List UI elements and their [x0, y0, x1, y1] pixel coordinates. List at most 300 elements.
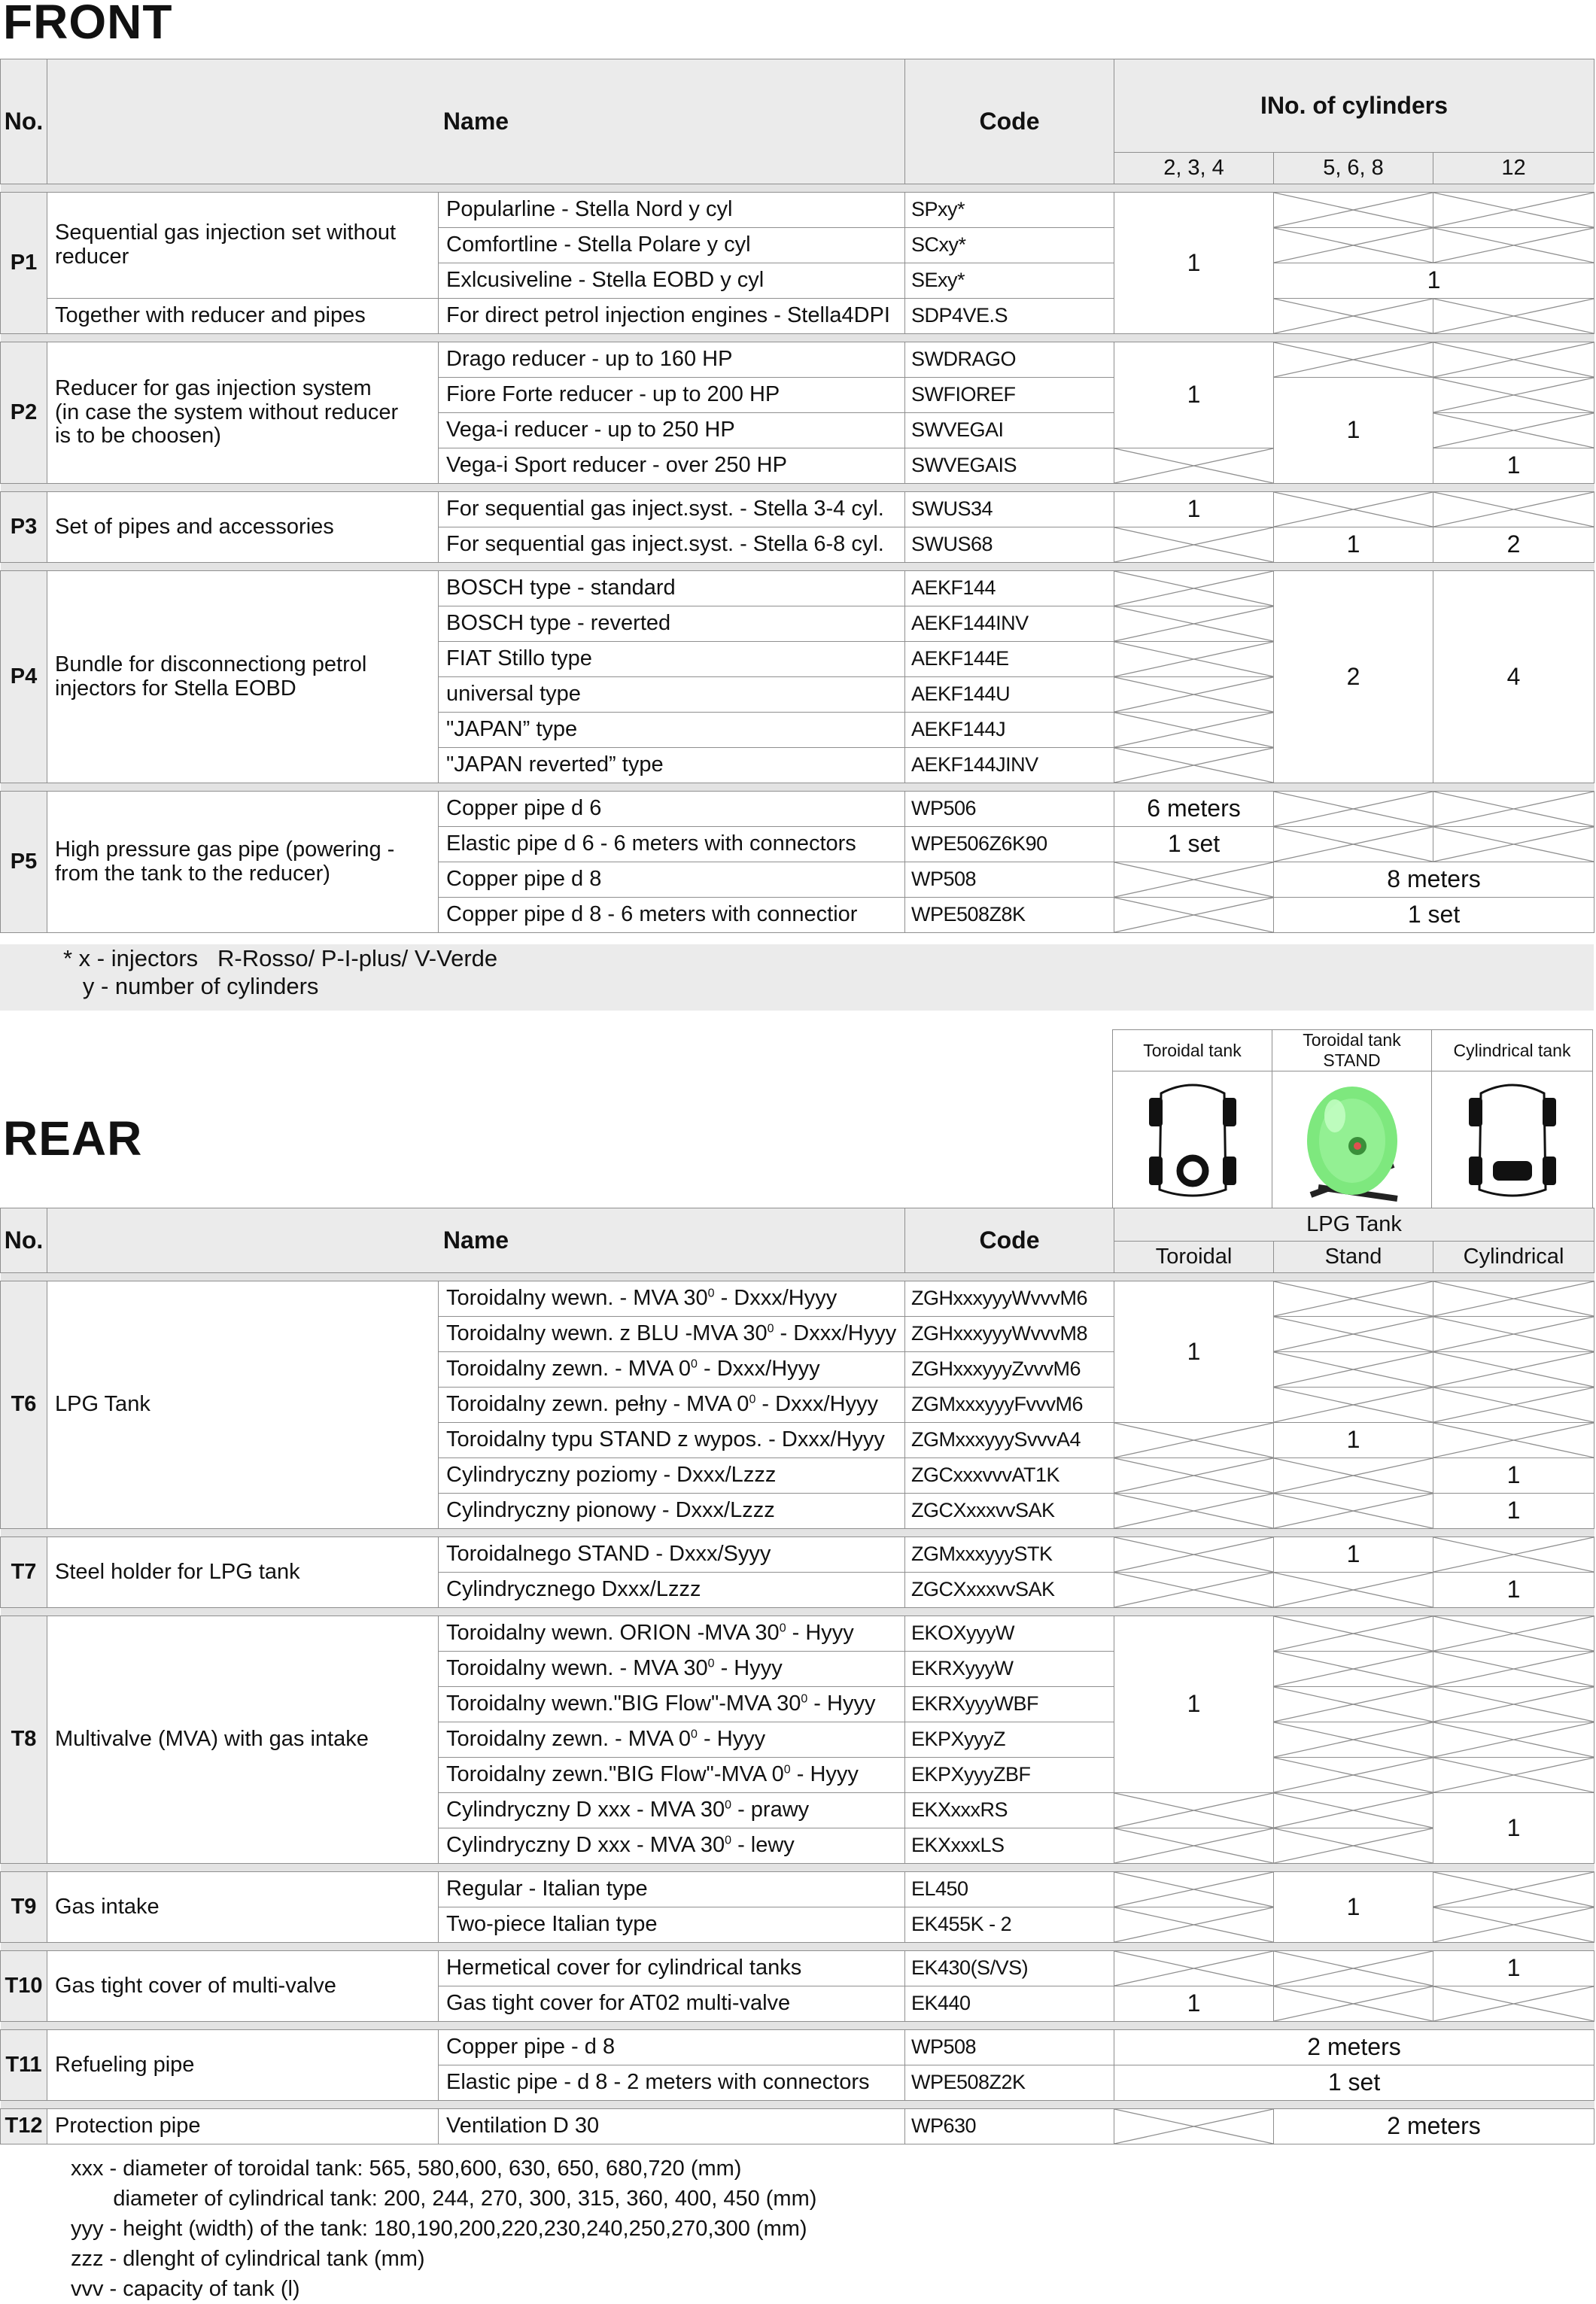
group-name: Steel holder for LPG tank: [47, 1537, 439, 1608]
cylindrical-tank-icon: [1432, 1071, 1593, 1214]
item-code: EKPXyyyZBF: [905, 1758, 1114, 1793]
cross-mark-icon: [1274, 1951, 1433, 1986]
cell-value: 1: [1274, 1537, 1433, 1573]
na-cell: [1274, 492, 1433, 527]
na-cell: [1433, 1652, 1594, 1687]
na-cell: [1114, 713, 1274, 748]
item-name: Toroidalny zewn. pełny - MVA $0^0$ - Dxxx/Hyyy: [439, 1388, 905, 1423]
group-name: Bundle for disconnectiong petrol injectors for Stella EOBD: [47, 571, 439, 783]
na-cell: [1433, 1317, 1594, 1352]
cell-value: 1: [1274, 1423, 1433, 1458]
na-cell: [1274, 1652, 1433, 1687]
item-code: ZGMxxxyyyFvvvM6: [905, 1388, 1114, 1423]
item-name: For sequential gas inject.syst. - Stella 6-8 cyl.: [439, 527, 905, 563]
row-number: T6: [1, 1281, 47, 1529]
na-cell: [1114, 1828, 1274, 1864]
na-cell: [1274, 827, 1433, 862]
na-cell: [1433, 378, 1594, 413]
item-code: AEKF144U: [905, 677, 1114, 713]
cross-mark-icon: [1114, 1951, 1273, 1986]
group-name: Protection pipe: [47, 2109, 439, 2144]
col-cylindrical: Cylindrical: [1433, 1242, 1594, 1273]
cross-mark-icon: [1433, 1352, 1594, 1387]
cross-mark-icon: [1274, 1573, 1433, 1607]
group-name: LPG Tank: [47, 1281, 439, 1529]
col-toroidal: Toroidal: [1114, 1242, 1274, 1273]
cross-mark-icon: [1274, 1494, 1433, 1528]
item-code: ZGMxxxyyySvvvA4: [905, 1423, 1114, 1458]
na-cell: [1433, 492, 1594, 527]
lpg-tank-header: LPG Tank: [1114, 1208, 1594, 1242]
na-cell: [1433, 1907, 1594, 1943]
na-cell: [1114, 1793, 1274, 1828]
na-cell: [1274, 1616, 1433, 1652]
footnote-line: yyy - height (width) of the tank: 180,190,200,220,230,240,250,270,300 (mm): [71, 2217, 807, 2241]
na-cell: [1433, 1758, 1594, 1793]
cell-value: 2 meters: [1114, 2030, 1594, 2065]
cross-mark-icon: [1274, 1986, 1433, 2021]
na-cell: [1433, 792, 1594, 827]
cross-mark-icon: [1274, 342, 1433, 377]
item-code: ZGMxxxyyySTK: [905, 1537, 1114, 1573]
na-cell: [1114, 1458, 1274, 1494]
item-code: WP630: [905, 2109, 1114, 2144]
cell-value: 1: [1114, 193, 1274, 334]
item-code: AEKF144J: [905, 713, 1114, 748]
na-cell: [1274, 1317, 1433, 1352]
na-cell: [1274, 342, 1433, 378]
group-name: Multivalve (MVA) with gas intake: [47, 1616, 439, 1864]
item-code: SWVEGAI: [905, 413, 1114, 448]
cell-value: 1: [1114, 1281, 1274, 1423]
cross-mark-icon: [1274, 1652, 1433, 1686]
row-number: T11: [1, 2030, 47, 2101]
item-name: Regular - Italian type: [439, 1872, 905, 1907]
item-code: SExy*: [905, 263, 1114, 299]
cross-mark-icon: [1433, 193, 1594, 227]
na-cell: [1274, 1722, 1433, 1758]
item-name: "JAPAN reverted” type: [439, 748, 905, 783]
toroidal-tank-icon: [1113, 1071, 1272, 1214]
cross-mark-icon: [1114, 571, 1273, 606]
name-header: Name: [47, 1208, 905, 1273]
cross-mark-icon: [1433, 1722, 1594, 1757]
cross-mark-icon: [1274, 1352, 1433, 1387]
na-cell: [1274, 1573, 1433, 1608]
cross-mark-icon: [1114, 642, 1273, 676]
cross-mark-icon: [1114, 677, 1273, 712]
item-name: Comfortline - Stella Polare y cyl: [439, 228, 905, 263]
cross-mark-icon: [1274, 1317, 1433, 1351]
cell-value: 2 meters: [1274, 2109, 1594, 2144]
cross-mark-icon: [1114, 1458, 1273, 1493]
item-code: SWUS34: [905, 492, 1114, 527]
cross-mark-icon: [1433, 1872, 1594, 1907]
item-name: For direct petrol injection engines - Stella4DPI: [439, 299, 905, 334]
cross-mark-icon: [1114, 1537, 1273, 1572]
na-cell: [1433, 299, 1594, 334]
cylinders-header: INo. of cylinders: [1114, 59, 1594, 153]
na-cell: [1433, 1352, 1594, 1388]
item-name: Copper pipe d 8 - 6 meters with connectior: [439, 898, 905, 933]
cell-value: 1: [1114, 342, 1274, 448]
cell-value: 6 meters: [1114, 792, 1274, 827]
row-number: P5: [1, 792, 47, 933]
cross-mark-icon: [1433, 1907, 1594, 1942]
item-name: Cylindryczny D xxx - MVA $30^0$ - prawy: [439, 1793, 905, 1828]
na-cell: [1114, 1573, 1274, 1608]
na-cell: [1433, 1986, 1594, 2022]
item-name: Toroidalnego STAND - Dxxx/Syyy: [439, 1537, 905, 1573]
na-cell: [1114, 677, 1274, 713]
cell-value: 1 set: [1114, 827, 1274, 862]
cell-value: 2: [1433, 527, 1594, 563]
item-code: EKXxxxRS: [905, 1793, 1114, 1828]
cross-mark-icon: [1274, 1828, 1433, 1863]
note-line: * x - injectors R-Rosso/ P-I-plus/ V-Verde: [63, 945, 498, 971]
item-name: Toroidalny typu STAND z wypos. - Dxxx/Hyyy: [439, 1423, 905, 1458]
na-cell: [1274, 1352, 1433, 1388]
na-cell: [1274, 228, 1433, 263]
item-code: WP508: [905, 862, 1114, 898]
rear-table: [0, 1208, 1594, 2144]
item-code: EK455K - 2: [905, 1907, 1114, 1943]
cross-mark-icon: [1433, 792, 1594, 826]
footnote-line: xxx - diameter of toroidal tank: 565, 580,600, 630, 650, 680,720 (mm): [71, 2157, 742, 2181]
na-cell: [1114, 748, 1274, 783]
cross-mark-icon: [1274, 1793, 1433, 1828]
item-code: EKPXyyyZ: [905, 1722, 1114, 1758]
item-name: Toroidalny wewn. - MVA $30^0$ - Hyyy: [439, 1652, 905, 1687]
na-cell: [1433, 1388, 1594, 1423]
na-cell: [1114, 642, 1274, 677]
item-name: Toroidalny zewn. - MVA $0^0$ - Hyyy: [439, 1722, 905, 1758]
item-name: Toroidalny zewn. - MVA $0^0$ - Dxxx/Hyyy: [439, 1352, 905, 1388]
item-name: Copper pipe d 8: [439, 862, 905, 898]
col-12: 12: [1433, 153, 1594, 184]
cross-mark-icon: [1114, 606, 1273, 641]
cell-value: 1: [1433, 1573, 1594, 1608]
item-name: Toroidalny wewn."BIG Flow"-MVA $30^0$ - Hyyy: [439, 1687, 905, 1722]
cross-mark-icon: [1433, 1616, 1594, 1651]
item-name: FIAT Stillo type: [439, 642, 905, 677]
item-name: BOSCH type - reverted: [439, 606, 905, 642]
cell-value: 1: [1114, 492, 1274, 527]
cross-mark-icon: [1433, 1652, 1594, 1686]
cross-mark-icon: [1433, 1317, 1594, 1351]
na-cell: [1114, 1951, 1274, 1986]
na-cell: [1274, 1828, 1433, 1864]
no-header: No.: [1, 1208, 47, 1273]
na-cell: [1114, 862, 1274, 898]
na-cell: [1114, 571, 1274, 606]
item-name: Two-piece Italian type: [439, 1907, 905, 1943]
item-code: EKOXyyyW: [905, 1616, 1114, 1652]
item-name: Vega-i reducer - up to 250 HP: [439, 413, 905, 448]
item-name: Toroidalny wewn. - MVA $30^0$ - Dxxx/Hyyy: [439, 1281, 905, 1317]
item-name: Copper pipe d 6: [439, 792, 905, 827]
cross-mark-icon: [1274, 1616, 1433, 1651]
cross-mark-icon: [1274, 1281, 1433, 1316]
cell-value: 1 set: [1114, 2065, 1594, 2101]
cell-value: 1: [1274, 263, 1594, 299]
cross-mark-icon: [1433, 1537, 1594, 1572]
code-header: Code: [905, 59, 1114, 184]
cell-value: 1: [1433, 1494, 1594, 1529]
tank-label: Toroidal tank STAND: [1272, 1030, 1432, 1071]
cell-value: 1: [1114, 1616, 1274, 1793]
cross-mark-icon: [1274, 193, 1433, 227]
group-name: Refueling pipe: [47, 2030, 439, 2101]
cell-value: 1: [1433, 448, 1594, 484]
group-name: High pressure gas pipe (powering - from the tank to the reducer): [47, 792, 439, 933]
rear-footnotes: [71, 2154, 816, 2304]
cell-value: 4: [1433, 571, 1594, 783]
cross-mark-icon: [1433, 1388, 1594, 1422]
item-code: EK440: [905, 1986, 1114, 2022]
item-code: AEKF144E: [905, 642, 1114, 677]
cross-mark-icon: [1433, 413, 1594, 448]
na-cell: [1114, 1494, 1274, 1529]
item-code: AEKF144JINV: [905, 748, 1114, 783]
item-code: ZGCXxxxvvSAK: [905, 1573, 1114, 1608]
cross-mark-icon: [1114, 1872, 1273, 1907]
item-name: Exlcusiveline - Stella EOBD y cyl: [439, 263, 905, 299]
item-name: Elastic pipe d 6 - 6 meters with connectors: [439, 827, 905, 862]
row-number: T10: [1, 1951, 47, 2022]
na-cell: [1114, 606, 1274, 642]
cross-mark-icon: [1433, 378, 1594, 412]
na-cell: [1274, 193, 1433, 228]
cell-value: 1: [1274, 1872, 1433, 1943]
item-name: Copper pipe - d 8: [439, 2030, 905, 2065]
na-cell: [1433, 1616, 1594, 1652]
na-cell: [1274, 1986, 1433, 2022]
na-cell: [1433, 228, 1594, 263]
na-cell: [1274, 1758, 1433, 1793]
cell-value: 1: [1274, 527, 1433, 563]
na-cell: [1433, 1281, 1594, 1317]
item-name: Ventilation D 30: [439, 2109, 905, 2144]
item-code: SPxy*: [905, 193, 1114, 228]
row-number: P2: [1, 342, 47, 484]
group-name: Together with reducer and pipes: [47, 299, 439, 334]
na-cell: [1274, 1951, 1433, 1986]
na-cell: [1274, 1494, 1433, 1529]
cross-mark-icon: [1433, 1758, 1594, 1792]
cross-mark-icon: [1114, 862, 1273, 897]
item-code: EL450: [905, 1872, 1114, 1907]
cross-mark-icon: [1274, 228, 1433, 263]
footnote-line: vvv - capacity of tank (l): [71, 2277, 300, 2301]
na-cell: [1114, 2109, 1274, 2144]
front-note: [0, 944, 1594, 1011]
na-cell: [1433, 1423, 1594, 1458]
front-table: [0, 59, 1594, 933]
item-name: Cylindryczny D xxx - MVA $30^0$ - lewy: [439, 1828, 905, 1864]
na-cell: [1433, 413, 1594, 448]
item-code: WP506: [905, 792, 1114, 827]
group-name: Gas intake: [47, 1872, 439, 1943]
group-name: Sequential gas injection set without reducer: [47, 193, 439, 299]
item-code: ZGHxxxyyyZvvvM6: [905, 1352, 1114, 1388]
row-number: T12: [1, 2109, 47, 2144]
na-cell: [1433, 1872, 1594, 1907]
toroidal-tank-stand-icon: [1272, 1071, 1432, 1214]
item-name: Fiore Forte reducer - up to 200 HP: [439, 378, 905, 413]
cross-mark-icon: [1114, 713, 1273, 747]
row-number: T7: [1, 1537, 47, 1608]
cross-mark-icon: [1433, 1281, 1594, 1316]
cross-mark-icon: [1274, 1687, 1433, 1722]
cross-mark-icon: [1114, 898, 1273, 932]
cross-mark-icon: [1114, 1573, 1273, 1607]
na-cell: [1274, 1687, 1433, 1722]
item-code: ZGCXxxxvvSAK: [905, 1494, 1114, 1529]
group-name: Set of pipes and accessories: [47, 492, 439, 563]
na-cell: [1274, 1793, 1433, 1828]
na-cell: [1274, 1458, 1433, 1494]
cross-mark-icon: [1433, 299, 1594, 333]
code-header: Code: [905, 1208, 1114, 1273]
cross-mark-icon: [1114, 1907, 1273, 1942]
cross-mark-icon: [1274, 792, 1433, 826]
cell-value: 1: [1433, 1458, 1594, 1494]
item-name: Toroidalny zewn."BIG Flow"-MVA $0^0$ - Hyyy: [439, 1758, 905, 1793]
cross-mark-icon: [1433, 228, 1594, 263]
cell-value: 1: [1433, 1951, 1594, 1986]
item-name: BOSCH type - standard: [439, 571, 905, 606]
row-number: T9: [1, 1872, 47, 1943]
item-code: SWVEGAIS: [905, 448, 1114, 484]
item-name: Gas tight cover for AT02 multi-valve: [439, 1986, 905, 2022]
cross-mark-icon: [1274, 1388, 1433, 1422]
row-number: P3: [1, 492, 47, 563]
na-cell: [1114, 1907, 1274, 1943]
cross-mark-icon: [1274, 492, 1433, 527]
item-name: "JAPAN” type: [439, 713, 905, 748]
item-name: Drago reducer - up to 160 HP: [439, 342, 905, 378]
item-code: AEKF144: [905, 571, 1114, 606]
cross-mark-icon: [1114, 448, 1273, 483]
item-name: Popularline - Stella Nord y cyl: [439, 193, 905, 228]
item-code: ZGHxxxyyyWvvvM8: [905, 1317, 1114, 1352]
na-cell: [1433, 1537, 1594, 1573]
item-code: EKRXyyyW: [905, 1652, 1114, 1687]
cell-value: 1 set: [1274, 898, 1594, 933]
na-cell: [1114, 1872, 1274, 1907]
group-name: Gas tight cover of multi-valve: [47, 1951, 439, 2022]
item-code: SWFIOREF: [905, 378, 1114, 413]
item-code: ZGHxxxyyyWvvvM6: [905, 1281, 1114, 1317]
cross-mark-icon: [1274, 299, 1433, 333]
na-cell: [1433, 827, 1594, 862]
no-header: No.: [1, 59, 47, 184]
front-section-title: FRONT: [3, 0, 173, 49]
na-cell: [1433, 1687, 1594, 1722]
item-code: AEKF144INV: [905, 606, 1114, 642]
item-name: For sequential gas inject.syst. - Stella 3-4 cyl.: [439, 492, 905, 527]
item-name: Vega-i Sport reducer - over 250 HP: [439, 448, 905, 484]
item-code: SCxy*: [905, 228, 1114, 263]
cross-mark-icon: [1114, 1494, 1273, 1528]
na-cell: [1114, 1537, 1274, 1573]
item-code: WPE506Z6K90: [905, 827, 1114, 862]
cell-value: 1: [1433, 1793, 1594, 1864]
item-code: SWDRAGO: [905, 342, 1114, 378]
footnote-line: zzz - dlenght of cylindrical tank (mm): [71, 2247, 425, 2271]
item-code: EK430(S/VS): [905, 1951, 1114, 1986]
item-name: Cylindryczny poziomy - Dxxx/Lzzz: [439, 1458, 905, 1494]
cell-value: 1: [1114, 1986, 1274, 2022]
tank-label: Toroidal tank: [1113, 1030, 1272, 1071]
item-code: EKRXyyyWBF: [905, 1687, 1114, 1722]
cross-mark-icon: [1433, 827, 1594, 862]
cross-mark-icon: [1274, 1722, 1433, 1757]
cross-mark-icon: [1433, 492, 1594, 527]
item-code: ZGCxxxvvvAT1K: [905, 1458, 1114, 1494]
item-code: SDP4VE.S: [905, 299, 1114, 334]
na-cell: [1274, 1281, 1433, 1317]
cross-mark-icon: [1114, 1828, 1273, 1863]
col-stand: Stand: [1274, 1242, 1433, 1273]
cross-mark-icon: [1114, 527, 1273, 562]
cross-mark-icon: [1114, 2109, 1273, 2144]
row-number: P1: [1, 193, 47, 334]
item-name: Hermetical cover for cylindrical tanks: [439, 1951, 905, 1986]
cross-mark-icon: [1274, 1458, 1433, 1493]
item-name: Toroidalny wewn. z BLU -MVA $30^0$ - Dxxx/Hyyy: [439, 1317, 905, 1352]
cross-mark-icon: [1114, 1423, 1273, 1457]
na-cell: [1114, 898, 1274, 933]
cell-value: 1: [1274, 378, 1433, 484]
cross-mark-icon: [1114, 1793, 1273, 1828]
cross-mark-icon: [1433, 1986, 1594, 2021]
tank-images: [1112, 1029, 1593, 1214]
na-cell: [1433, 1722, 1594, 1758]
na-cell: [1274, 299, 1433, 334]
row-number: T8: [1, 1616, 47, 1864]
item-name: Elastic pipe - d 8 - 2 meters with connectors: [439, 2065, 905, 2101]
group-name: Reducer for gas injection system (in case the system without reducer is to be choosen): [47, 342, 439, 484]
item-name: Toroidalny wewn. ORION -MVA $30^0$ - Hyyy: [439, 1616, 905, 1652]
item-code: SWUS68: [905, 527, 1114, 563]
tank-label: Cylindrical tank: [1432, 1030, 1593, 1071]
item-code: WPE508Z8K: [905, 898, 1114, 933]
item-name: Cylindrycznego Dxxx/Lzzz: [439, 1573, 905, 1608]
na-cell: [1274, 1388, 1433, 1423]
cross-mark-icon: [1433, 1423, 1594, 1457]
note-line: y - number of cylinders: [63, 973, 319, 999]
cross-mark-icon: [1274, 827, 1433, 862]
cross-mark-icon: [1274, 1758, 1433, 1792]
footnote-line: diameter of cylindrical tank: 200, 244, 270, 300, 315, 360, 400, 450 (mm): [71, 2187, 817, 2211]
item-code: WP508: [905, 2030, 1114, 2065]
col-234: 2, 3, 4: [1114, 153, 1274, 184]
cross-mark-icon: [1433, 342, 1594, 377]
name-header: Name: [47, 59, 905, 184]
cell-value: 2: [1274, 571, 1433, 783]
na-cell: [1114, 1423, 1274, 1458]
na-cell: [1433, 342, 1594, 378]
rear-section-title: REAR: [3, 1111, 143, 1166]
cross-mark-icon: [1433, 1687, 1594, 1722]
row-number: P4: [1, 571, 47, 783]
item-name: universal type: [439, 677, 905, 713]
cross-mark-icon: [1114, 748, 1273, 783]
cell-value: 8 meters: [1274, 862, 1594, 898]
na-cell: [1114, 448, 1274, 484]
